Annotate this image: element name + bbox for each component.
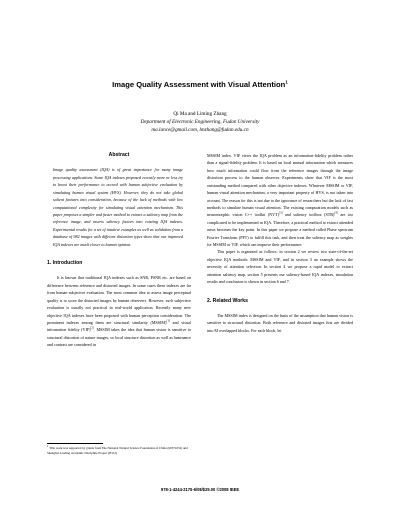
introduction-paragraph-1 xyxy=(47,274,191,348)
intro-p2-text-a: MSSIM index. VIF views the IQA problem as an information-fidelity problem rather than a signal-fidelity problem. It is based on local mutual information which measures how much information could flow from the reference images through the image distortion process to the human observer. Experiments show that VIF is the most outstanding method compared with other objective indexes. Whatever MSSIM or VIF, human visual attention mechanism, a very important property of HVS, is not taken into account. The reason for this is not due to the ignorance of researchers but the lack of fast methods to simulate human visual attention. The existing computation models such as neuromorphic vision C++ toolkit (NVT) xyxy=(207,153,353,218)
intro-p1-text-a: It is known that traditional IQA indexes such as SNR, PSNR etc. are based on difference between reference and distorted images. In some cases these indexes are far from human subjective evaluation. The most common idea to assess image perceptual quality is to score the distorted images by human observers. However, such subjective evaluation is usually not practical in real-world application. Recently many new objective IQA indexes have been proposed with human perception consideration. The prominent indexes among them are structural similarity (MSSIM) xyxy=(47,275,191,326)
intro-p2-text-b: and saliency toolbox (STB) xyxy=(282,212,335,218)
introduction-paragraph-2 xyxy=(207,152,353,248)
citation-4: [4] xyxy=(334,211,338,216)
author-block xyxy=(0,110,400,135)
footnote-text: This work was supported by grants from The National Natural Science Foundation of China (60571052) and Shanghai Leading Academic Discipline Project (B112) xyxy=(47,446,188,456)
author-email: ma.lance@gmail.com, lmzhang@fudan.edu.cn xyxy=(151,127,249,134)
intro-p1-text-c: . MSSIM takes the idea that human vision is sensitive to structural distortion of nature images, so local structure distortion as well as luminance and contrast are considered in xyxy=(47,327,191,348)
title-footnote-mark: 1 xyxy=(285,79,288,85)
left-column xyxy=(47,152,191,349)
citation-3: [3] xyxy=(278,211,283,216)
footnote-mark: 1 xyxy=(47,444,49,448)
paper-title xyxy=(0,80,400,89)
copyright-footer: 978-1-4244-2175-6/08/$25.00 ©2008 IEEE xyxy=(160,487,240,492)
footnote-divider xyxy=(47,443,103,444)
citation-1: [1] xyxy=(166,318,170,323)
author-names: Qi Ma and Liming Zhang xyxy=(173,111,227,117)
author-affiliation: Department of Electronic Engineering, Fudan University xyxy=(140,119,260,126)
intro-p1-text-b: and visual information fidelity (VIF) xyxy=(47,320,191,333)
footnote xyxy=(47,446,197,456)
introduction-paragraph-3: This paper is organized as follows: in section 2 we review two state-of-the-art objective IQA methods: MSSIM and VIF, and in section 3 an example shows the necessity of attention selection. In section 4 we propose a rapid model to extract attention saliency map, section 5 presents our saliency-based IQA indexes, simulation results and conclusion is shown in section 6 and 7. xyxy=(207,249,353,285)
related-works-paragraph-1: The MSSIM index is designed on the basis of the assumption that human vision is sensitive to structural distortion. Both reference and distorted images first are divided into M overlapped blocks. For each block, let xyxy=(207,313,353,333)
intro-p2-text-c: are too complicated to be implemented in IQA. Therefore, a practical method to extract attended areas becomes the key point. In this paper we propose a method called Phase spectrum Fourier Transform (PFT) to fulfill this task, and then treat the saliency map as weights for MSSIM or VIF, which can improve their performance. xyxy=(207,212,353,248)
abstract-text: Image quality assessment (IQA) is of great importance for many image processing applications. Some IQA indexes proposed recently more or less try to boost their performance to accord with human subjective evaluation by simulating human visual system (HVS). However, they do not take global salient features into consideration, because of the lack of methods with low computational complexity for simulating visual attention mechanism. This paper proposes a simpler and faster method to extract a saliency map from the reference image, and inserts saliency factors into existing IQA indexes. Experimental results for a set of intuitive examples as well as validation from a database of 982 images with different distortion types show that our improved IQA indexes are much closer to human opinion. xyxy=(53,167,183,247)
related-works-heading: 2. Related Works xyxy=(207,297,248,304)
introduction-heading: 1. Introduction xyxy=(47,260,83,267)
abstract-heading: Abstract xyxy=(108,152,130,158)
title-text: Image Quality Assessment with Visual Attention xyxy=(112,80,286,89)
right-column xyxy=(207,152,353,334)
citation-2: [2] xyxy=(90,326,94,331)
